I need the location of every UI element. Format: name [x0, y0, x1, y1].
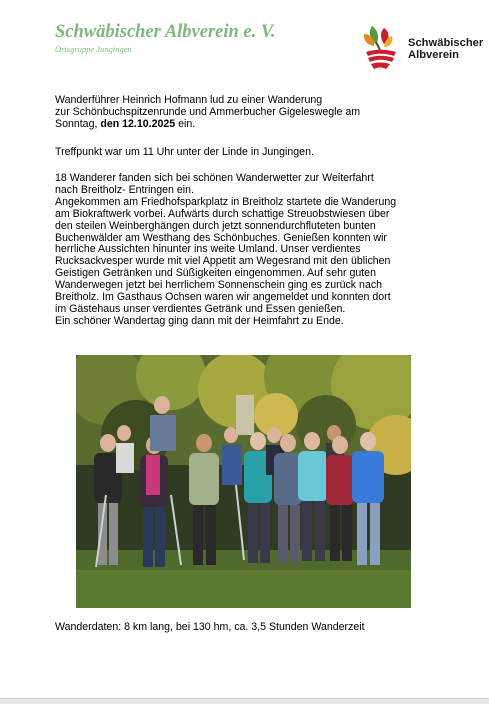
page-bottom-edge [0, 698, 489, 704]
hike-data: Wanderdaten: 8 km lang, bei 130 hm, ca. 3,5 Stunden Wanderzeit [55, 621, 365, 633]
description-line: den steilen Weinberghängen durch jetzt sonnendurchfluteten bunten [55, 219, 376, 232]
intro-line-3: Sonntag, den 12.10.2025 ein. [55, 117, 196, 130]
group-photo [76, 355, 411, 608]
description-line: Breitholz. Im Gasthaus Ochsen waren wir angemeldet und konnten dort [55, 291, 391, 304]
intro-line-1: Wanderführer Heinrich Hofmann lud zu einer Wanderung [55, 94, 323, 106]
description-line: Ein schöner Wandertag ging dann mit der Heimfahrt zu Ende. [55, 314, 344, 327]
group-name: Ortsgruppe Jungingen [55, 44, 132, 54]
intro-paragraph [55, 95, 445, 131]
description-line: Wanderwegen jetzt bei herrlichem Sonnenschein ging es zurück nach [55, 279, 383, 292]
description-line: im Gästehaus unser verdientes Getränk und Essen genießen. [55, 302, 346, 315]
description-line: Angekommen am Friedhofsparkplatz in Breitholz startete die Wanderung [55, 195, 397, 208]
meeting-point-paragraph: Treffpunkt war um 11 Uhr unter der Linde in Jungingen. [55, 146, 314, 158]
description-line: nach Breitholz- Entringen ein. [55, 183, 194, 196]
logo-text-line1: Schwäbischer [408, 37, 484, 49]
description-line: Rucksackvesper wurde mit viel Appetit am Wegesrand mit den üblichen [55, 255, 391, 268]
description-line: 18 Wanderer fanden sich bei schönen Wanderwetter zur Weiterfahrt [55, 172, 374, 184]
description-line: Geistigen Getränken und Süßigkeiten eingenommen. Auf sehr guten [55, 267, 376, 280]
club-name: Schwäbischer Albverein e. V. [55, 22, 276, 42]
leaf-emblem-icon [358, 22, 406, 74]
logo-text-line2: Albverein [408, 48, 459, 61]
hiking-group-photo-image [76, 355, 411, 608]
description-line: am Biokraftwerk vorbei. Aufwärts durch schattige Streuobstwiesen über [55, 207, 390, 220]
hike-description [55, 173, 445, 328]
intro-line-2: zur Schönbuchspitzenrunde und Ammerbucher Gigeleswegle am [55, 105, 361, 118]
description-line: herrliche Aussichten hinunter ins weite Umland. Unser verdientes [55, 243, 361, 256]
event-date: den 12.10.2025 [100, 117, 176, 130]
albverein-logo [358, 22, 488, 74]
description-line: Buchenwälder am Westhang des Schönbuches. Genießen konnten wir [55, 231, 387, 244]
